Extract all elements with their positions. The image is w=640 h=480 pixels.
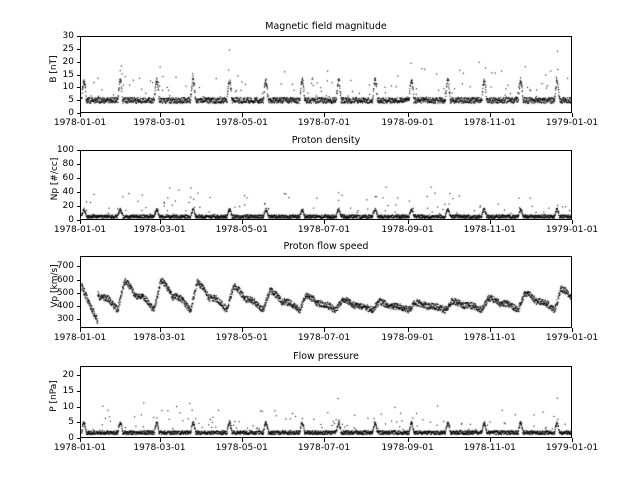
x-tick-mark [490,220,491,224]
x-tick-mark [242,328,243,332]
y-tick-label: 0 [68,433,74,443]
x-tick-label: 1978-05-01 [215,118,268,128]
x-tick-mark [490,113,491,117]
data-points [81,257,572,328]
y-tick-mark [77,87,81,88]
y-tick-mark [77,192,81,193]
x-tick-mark [572,328,573,332]
y-axis-label: P [nPa] [49,380,59,412]
y-tick-label: 20 [62,56,74,67]
x-tick-mark [408,328,409,332]
x-tick-label: 1978-05-01 [215,225,268,235]
y-tick-mark [77,391,81,392]
y-tick-label: 25 [62,43,74,54]
x-tick-mark [80,438,81,442]
y-tick-mark [77,293,81,294]
x-tick-mark [242,438,243,442]
x-tick-label: 1978-01-01 [53,333,107,343]
x-tick-mark [324,438,325,442]
x-tick-mark [324,328,325,332]
x-tick-label: 1978-01-01 [53,443,107,453]
y-tick-mark [77,100,81,101]
x-tick-label: 1978-09-01 [381,118,434,128]
x-tick-mark [324,113,325,117]
y-tick-mark [77,49,81,50]
y-tick-label: 5 [68,417,74,428]
y-tick-label: 60 [62,173,74,183]
y-tick-mark [77,375,81,376]
y-tick-mark [77,62,81,63]
y-tick-label: 400 [56,300,74,311]
x-tick-mark [324,220,325,224]
data-points [81,37,572,113]
y-axis-label: B [nT] [49,55,59,83]
y-tick-mark [77,407,81,408]
x-tick-mark [242,220,243,224]
panel-magnetic-field-magnitude [49,21,599,128]
y-tick-label: 100 [56,145,74,155]
x-tick-label: 1978-07-01 [297,333,351,343]
x-tick-label: 1978-07-01 [297,225,351,235]
x-tick-label: 1978-05-01 [215,333,268,343]
y-tick-label: 30 [62,31,74,41]
x-tick-label: 1978-03-01 [133,333,186,343]
plot-area [80,366,572,438]
x-tick-mark [80,220,81,224]
plot-area [80,150,572,220]
y-tick-label: 600 [56,274,74,285]
y-tick-label: 0 [68,108,74,118]
y-tick-mark [77,266,81,267]
x-tick-label: 1978-03-01 [133,225,186,235]
data-points [81,367,572,438]
x-tick-label: 1978-05-01 [215,443,268,453]
x-tick-mark [572,438,573,442]
y-tick-mark [77,280,81,281]
y-tick-label: 20 [62,201,74,211]
plot-area [80,256,572,328]
y-tick-label: 15 [62,386,74,397]
x-tick-label: 1978-11-01 [463,333,516,343]
x-tick-label: 1979-01-01 [545,443,599,453]
plot-area [80,36,572,113]
x-tick-label: 1979-01-01 [545,333,599,343]
y-tick-mark [77,422,81,423]
panel-title: Magnetic field magnitude [265,21,387,32]
x-tick-label: 1978-11-01 [463,118,516,128]
y-tick-label: 20 [62,370,74,381]
x-tick-mark [408,113,409,117]
x-tick-mark [160,220,161,224]
y-tick-label: 500 [56,287,74,298]
panel-title: Flow pressure [293,351,359,362]
y-axis-label: Vp [km/s] [50,264,60,308]
x-tick-label: 1979-01-01 [545,225,599,235]
y-tick-label: 0 [68,215,74,225]
y-tick-label: 15 [62,69,74,80]
x-tick-label: 1978-11-01 [463,443,516,453]
y-tick-label: 300 [56,313,74,324]
panel-proton-flow-speed [50,241,599,343]
y-tick-mark [77,36,81,37]
x-tick-label: 1979-01-01 [545,118,599,128]
y-tick-mark [77,178,81,179]
y-tick-label: 700 [56,261,74,272]
panel-title: Proton density [291,135,361,146]
y-axis-label: Np [#/cc] [50,157,60,201]
x-tick-label: 1978-07-01 [297,443,351,453]
x-tick-mark [408,438,409,442]
y-tick-label: 10 [62,401,74,412]
y-tick-label: 10 [62,82,74,93]
x-tick-label: 1978-03-01 [133,118,186,128]
x-tick-label: 1978-01-01 [53,225,107,235]
panel-title: Proton flow speed [283,241,369,252]
x-tick-mark [80,113,81,117]
y-tick-label: 40 [62,187,74,197]
x-tick-mark [490,328,491,332]
x-tick-label: 1978-09-01 [381,225,434,235]
x-tick-mark [572,220,573,224]
panel-proton-density [50,135,599,235]
y-tick-mark [77,75,81,76]
x-tick-mark [572,113,573,117]
x-tick-label: 1978-01-01 [53,118,107,128]
x-tick-label: 1978-03-01 [133,443,186,453]
y-tick-mark [77,164,81,165]
x-tick-label: 1978-09-01 [381,443,434,453]
data-points [81,151,572,220]
x-tick-mark [408,220,409,224]
x-tick-mark [160,113,161,117]
y-tick-mark [77,319,81,320]
x-tick-mark [160,328,161,332]
x-tick-mark [242,113,243,117]
x-tick-mark [490,438,491,442]
panel-flow-pressure [49,351,599,453]
y-tick-label: 5 [68,95,74,106]
y-tick-mark [77,206,81,207]
y-tick-mark [77,306,81,307]
x-tick-mark [160,438,161,442]
y-tick-mark [77,150,81,151]
x-tick-label: 1978-11-01 [463,225,516,235]
x-tick-label: 1978-09-01 [381,333,434,343]
x-tick-mark [80,328,81,332]
y-tick-label: 80 [62,159,74,169]
x-tick-label: 1978-07-01 [297,118,351,128]
